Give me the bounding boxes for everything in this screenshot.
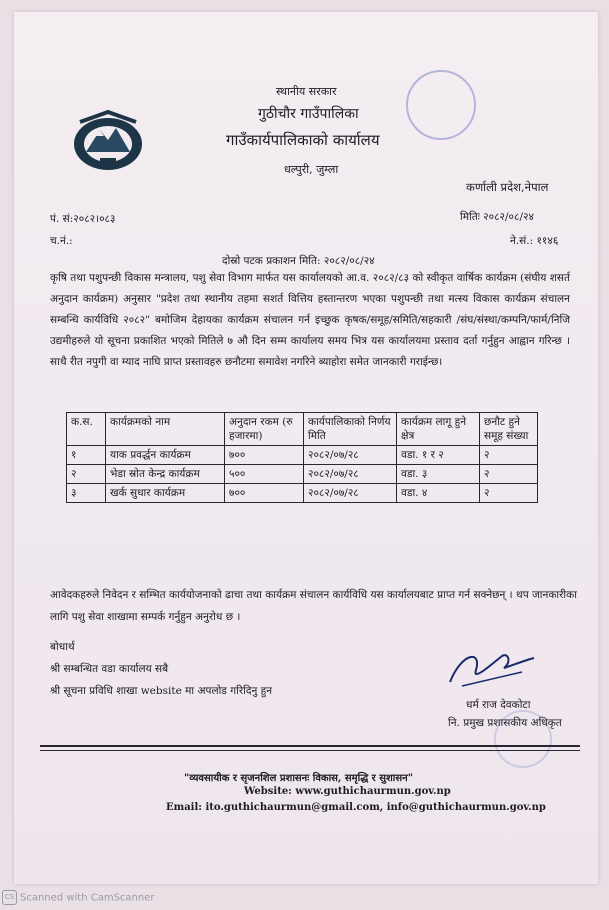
table-cell: ७०० bbox=[225, 484, 304, 503]
office-website: Website: www.guthichaurmun.gov.np bbox=[244, 786, 451, 797]
nepal-sambat: ने.सं.: ११४६ bbox=[510, 235, 559, 247]
program-table bbox=[66, 412, 538, 503]
cc-title: बोधार्थ bbox=[50, 641, 75, 653]
office-email: Email: ito.guthichaurmun@gmail.com, info@guthichaurmun.gov.np bbox=[166, 802, 546, 813]
table-cell: वडा. ४ bbox=[397, 484, 480, 503]
header-office: गाउँकार्यपालिकाको कार्यालय bbox=[226, 131, 380, 149]
table-cell: २०८२/०७/२८ bbox=[304, 446, 397, 465]
table-row bbox=[67, 446, 538, 465]
table-header-cell: अनुदान रकम (रु हजारमा) bbox=[225, 413, 304, 446]
table-cell: २ bbox=[480, 446, 538, 465]
table-cell: २०८२/०७/२८ bbox=[304, 484, 397, 503]
cc-line: श्री सम्बन्धित वडा कार्यालय सबै bbox=[50, 663, 169, 675]
table-cell: वडा. १ र २ bbox=[397, 446, 480, 465]
table-header-cell: कार्यक्रम लागू हुने क्षेत्र bbox=[397, 413, 480, 446]
table-cell: वडा. ३ bbox=[397, 465, 480, 484]
table-cell: याक प्रवर्द्धन कार्यक्रम bbox=[106, 446, 225, 465]
table-cell: २०८२/०७/२८ bbox=[304, 465, 397, 484]
office-slogan: "व्यवसायीक र सृजनशिल प्रशासनः विकास, समृद्धि र सुशासन" bbox=[184, 773, 413, 784]
office-stamp-icon bbox=[406, 70, 476, 140]
letter-number: पं. सं:२०८२।०८३ bbox=[50, 213, 116, 225]
footer-divider bbox=[40, 745, 580, 747]
table-cell: २ bbox=[480, 465, 538, 484]
scanner-watermark bbox=[2, 890, 155, 905]
signature-icon bbox=[442, 642, 538, 692]
table-header-cell: कार्यक्रमको नाम bbox=[106, 413, 225, 446]
second-publish-date: दोस्रो पटक प्रकाशन मिति: २०८२/०८/२४ bbox=[222, 255, 375, 267]
table-cell: खर्क सुधार कार्यक्रम bbox=[106, 484, 225, 503]
table-header-row bbox=[67, 413, 538, 446]
camscanner-logo-icon: CS bbox=[2, 890, 17, 905]
header-municipality: गुठीचौर गाउँपालिका bbox=[258, 106, 359, 122]
header-province: कर्णाली प्रदेश,नेपाल bbox=[466, 180, 549, 194]
footer-note: आवेदकहरुले निवेदन र सम्भित कार्ययोजनाको ढाचा तथा कार्यक्रम संचालन कार्यविधि यस कार्यालयबाट प्राप्त गर्न सक्नेछन् । थप जानकारीका लागि पशु सेवा शाखामा सम्पर्क गर्नुहुन अनुरोध छ । bbox=[50, 589, 577, 623]
table-header-cell: कार्यपालिकाको निर्णय मिति bbox=[304, 413, 397, 446]
table-cell: २ bbox=[480, 484, 538, 503]
signatory-name: धर्म राज देवकोटा bbox=[466, 699, 531, 711]
table-cell: ३ bbox=[67, 484, 106, 503]
header-address: धल्पुरी, जुम्ला bbox=[284, 163, 339, 176]
signatory-title: नि. प्रमुख प्रशासकीय अधिकृत bbox=[448, 717, 562, 729]
letter-date: मितिः २०८२/०८/२४ bbox=[460, 211, 534, 223]
table-cell: ७०० bbox=[225, 446, 304, 465]
dispatch-number: च.नं.: bbox=[50, 235, 73, 247]
scanner-label: Scanned with CamScanner bbox=[20, 892, 155, 904]
table-header-cell: क.स. bbox=[67, 413, 106, 446]
nepal-emblem-icon bbox=[70, 108, 146, 172]
notice-body: कृषि तथा पशुपन्छी विकास मन्त्रालय, पशु सेवा विभाग मार्फत यस कार्यालयको आ.व. २०८२/८३ को स्वीकृत वार्षिक कार्यक्रम (संघीय शसर्त अनुदान कार्यक्रम) अनुसार "प्रदेश तथा स्थानीय तहमा सशर्त वित्तिय हस्तान्तरण भएका पशुपन्छी तथा मत्स्य विकास कार्यक्रम संचालन सम्बन्धि कार्यविधि २०८२" बमोजिम देहायका कार्यक्रम संचालन गर्न इच्छुक कृषक/समूह/समिति/सहकारी /संघ/संस्था/कम्पनि/फार्म/निजि उद्यमीहरुले यो सूचना प्रकाशित भएको मितिले ७ औ दिन सम्म कार्यालय समय भित्र यस कार्यालयमा प्रस्ताव दर्ता गर्नुहुन आह्वान गरिन्छ । साथै रीत नपुगी वा म्याद नाघि प्राप्त प्रस्तावहरु छनौटमा समावेश नगरिने ब्याहोरा समेत जानकारी गराईन्छ। bbox=[50, 272, 570, 368]
table-cell: २ bbox=[67, 465, 106, 484]
table-header-cell: छनौट हुने समूह संख्या bbox=[480, 413, 538, 446]
footer-divider bbox=[40, 750, 580, 751]
table-row bbox=[67, 484, 538, 503]
table-cell: भेडा स्रोत केन्द्र कार्यक्रम bbox=[106, 465, 225, 484]
cc-line: श्री सूचना प्रविधि शाखा website मा अपलोड गरिदिनु हुन bbox=[50, 685, 273, 697]
header-local-government: स्थानीय सरकार bbox=[276, 85, 337, 98]
table-row bbox=[67, 465, 538, 484]
table-cell: ५०० bbox=[225, 465, 304, 484]
table-cell: १ bbox=[67, 446, 106, 465]
